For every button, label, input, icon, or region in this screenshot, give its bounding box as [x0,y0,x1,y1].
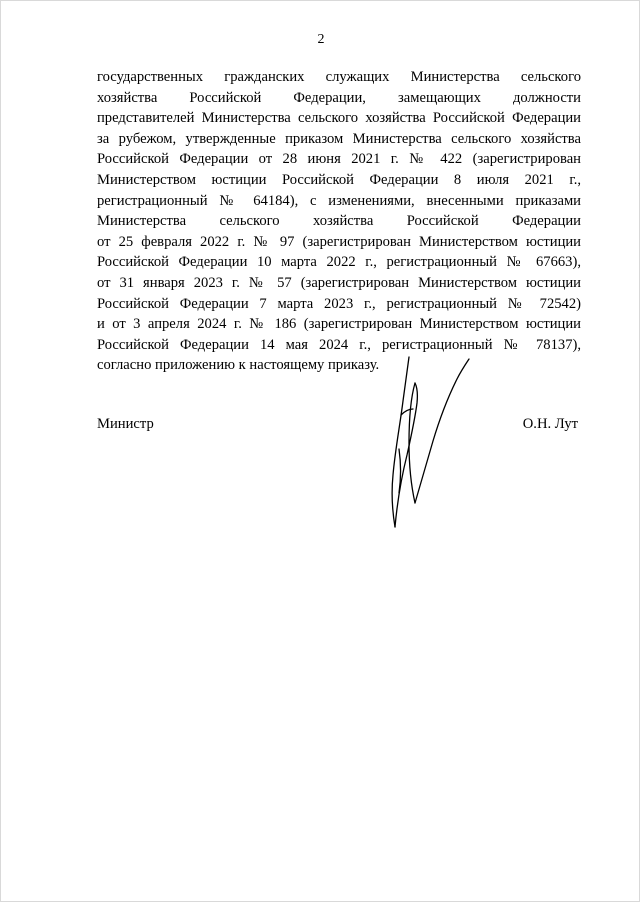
page-number: 2 [317,32,325,47]
body-line: и от 3 апреля 2024 г. № 186 (зарегистрирован Министерством юстиции [97,316,581,333]
body-text [97,67,581,376]
body-line: Российской Федерации 14 мая 2024 г., регистрационный № 78137), [97,336,581,353]
body-line: представителей Министерства сельского хозяйства Российской Федерации [97,110,581,127]
body-line: государственных гражданских служащих Министерства сельского [97,69,581,85]
signatory-name: О.Н. Лут [522,416,578,432]
signatory-title: Министр [97,416,154,432]
body-line: Российской Федерации 7 марта 2023 г., регистрационный № 72542) [97,295,581,312]
body-line-last: согласно приложению к настоящему приказу. [97,357,380,374]
body-line: Министерством юстиции Российской Федерации 8 июля 2021 г., [97,171,581,188]
body-line: регистрационный № 64184), с изменениями, внесенными приказами [97,192,581,209]
handwritten-signature [379,353,471,531]
body-line: от 25 февраля 2022 г. № 97 (зарегистрирован Министерством юстиции [97,233,581,250]
body-line: от 31 января 2023 г. № 57 (зарегистрирован Министерством юстиции [97,274,581,291]
body-line: Российской Федерации от 28 июня 2021 г. № 422 (зарегистрирован [97,151,581,168]
body-line: за рубежом, утвержденные приказом Министерства сельского хозяйства [97,130,581,147]
body-line: хозяйства Российской Федерации, замещающих должности [97,89,581,106]
body-line: Министерства сельского хозяйства Российской Федерации [97,213,581,230]
body-line: Российской Федерации 10 марта 2022 г., регистрационный № 67663), [97,254,581,271]
